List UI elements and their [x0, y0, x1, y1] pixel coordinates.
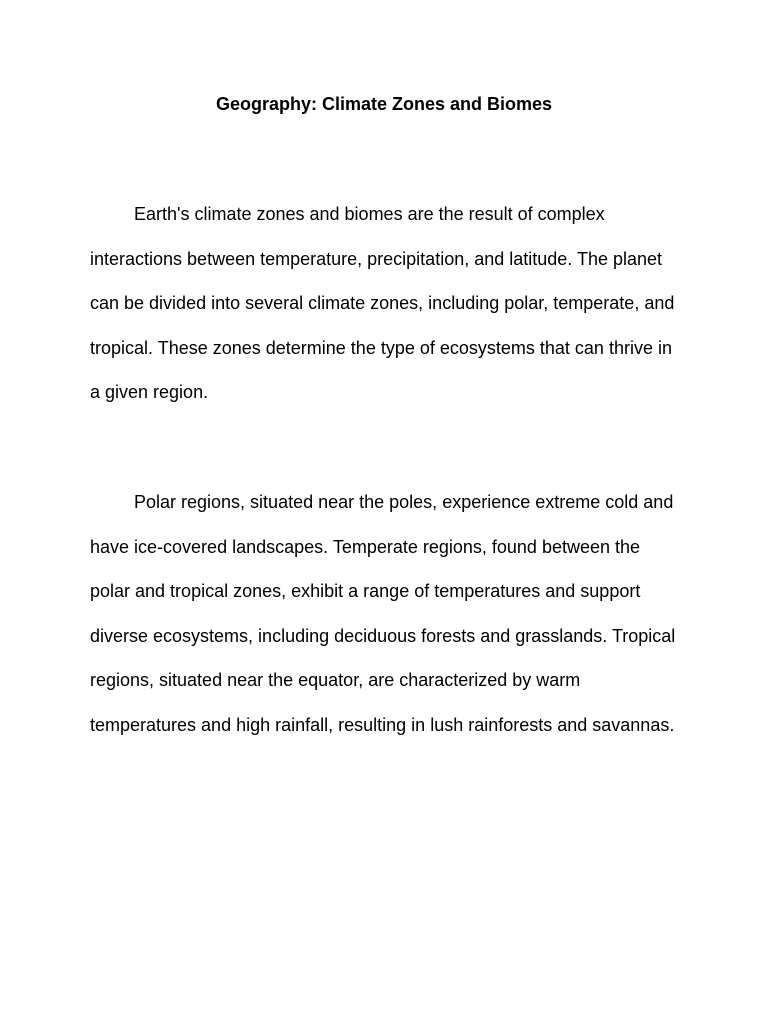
document-title: Geography: Climate Zones and Biomes: [215, 94, 553, 114]
paragraph-climate-zones-intro: Earth's climate zones and biomes are the result of complex interactions between temperature, precipitation, and latitude. The planet can be divided into several climate zones, including polar, temperate, and tropical. These zones determine the type of ecosystems that can thrive in a given region.: [90, 204, 675, 403]
paragraph-regions-description: Polar regions, situated near the poles, experience extreme cold and have ice-covered landscapes. Temperate regions, found between the polar and tropical zones, exhibit a range of temperatures and support diverse ecosystems, including deciduous forests and grasslands. Tropical regions, situated near the equator, are characterized by warm temperatures and high rainfall, resulting in lush rainforests and savannas.: [90, 492, 676, 735]
